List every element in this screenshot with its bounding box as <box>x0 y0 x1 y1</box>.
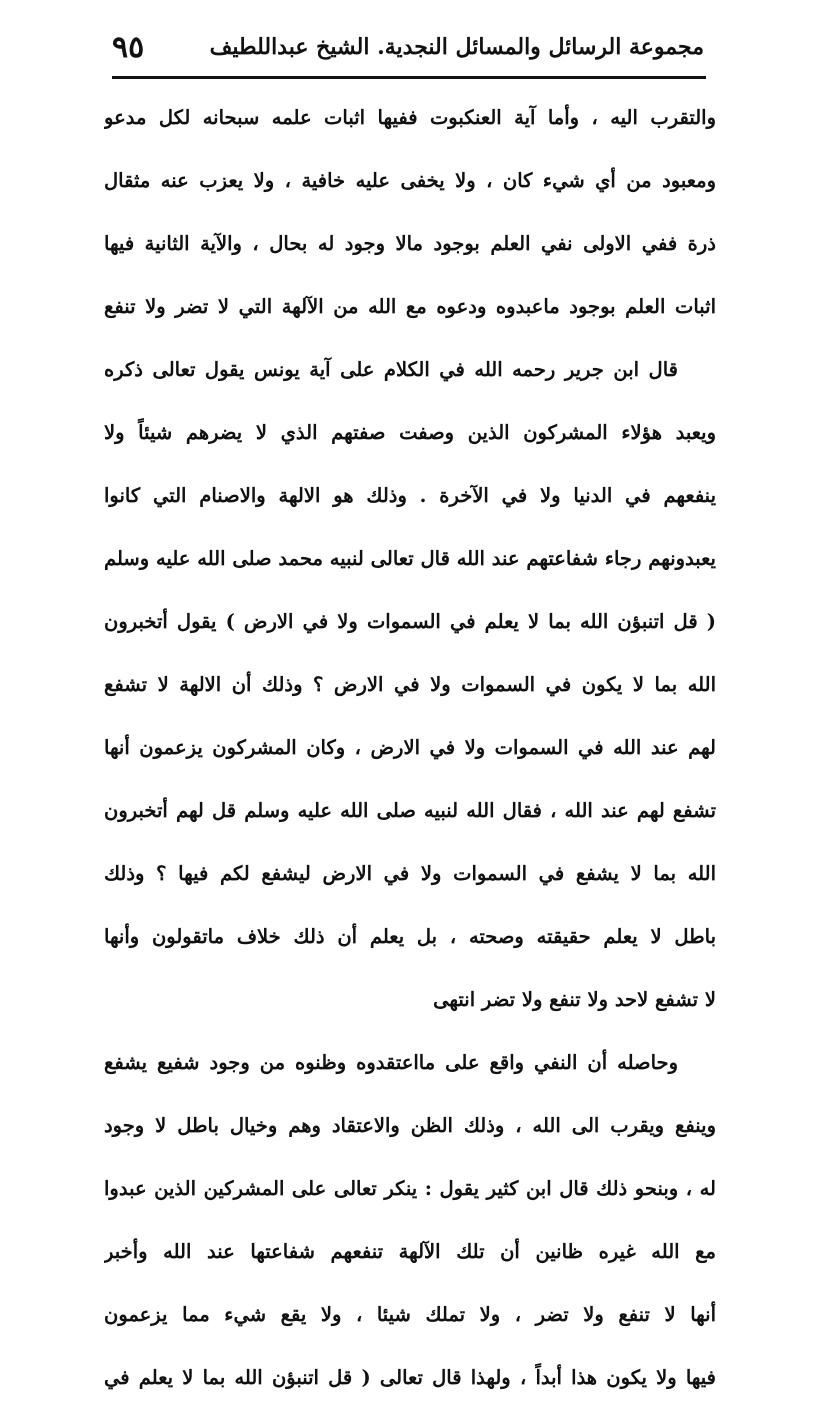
text-line: فيها ولا يكون هذا أبداً ، ولهذا قال تعالى ( قل اتنبؤن الله بما لا يعلم في <box>104 1366 716 1389</box>
text-line: اثبات العلم بوجود ماعبدوه ودعوه مع الله من الآلهة التي لا تضر ولا تنفع <box>104 295 716 318</box>
text-line: له ، وبنحو ذلك قال ابن كثير يقول : ينكر تعالى على المشركين الذين عبدوا <box>104 1177 716 1200</box>
text-line: والتقرب اليه ، وأما آية العنكبوت ففيها اثبات علمه سبحانه لكل مدعو <box>104 106 716 129</box>
running-header <box>112 22 704 72</box>
text-line: ذرة ففي الاولى نفي العلم بوجود مالا وجود له بحال ، والآية الثانية فيها <box>104 232 716 255</box>
text-line: تشفع لهم عند الله ، فقال الله لنبيه صلى الله عليه وسلم قل لهم أتخبرون <box>104 799 716 822</box>
text-line: يعبدونهم رجاء شفاعتهم عند الله قال تعالى لنبيه محمد صلى الله عليه وسلم <box>104 547 716 570</box>
text-line: ويعبد هؤلاء المشركون الذين وصفت صفتهم الذي لا يضرهم شيئاً ولا <box>104 421 716 444</box>
text-line: ( قل اتنبؤن الله بما لا يعلم في السموات ولا في الارض ) يقول أتخبرون <box>104 610 716 633</box>
header-rule <box>112 76 706 79</box>
text-line: ومعبود من أي شيء كان ، ولا يخفى عليه خافية ، ولا يعزب عنه مثقال <box>104 169 716 192</box>
page-number: ٩٥ <box>112 29 145 65</box>
text-line: لهم عند الله في السموات ولا في الارض ، وكان المشركون يزعمون أنها <box>104 736 716 759</box>
text-line: الله بما لا يشفع في السموات ولا في الارض ليشفع لكم فيها ؟ وذلك <box>104 862 716 885</box>
body-text <box>104 86 716 1409</box>
text-line: باطل لا يعلم حقيقته وصحته ، بل يعلم أن ذلك خلاف ماتقولون وأنها <box>104 925 716 948</box>
text-line: وينفع ويقرب الى الله ، وذلك الظن والاعتقاد وهم وخيال باطل لا وجود <box>104 1114 716 1137</box>
text-line: قال ابن جرير رحمه الله في الكلام على آية يونس يقول تعالى ذكره <box>104 358 678 381</box>
text-line: ينفعهم في الدنيا ولا في الآخرة . وذلك هو الالهة والاصنام التي كانوا <box>104 484 716 507</box>
text-line: الله بما لا يكون في السموات ولا في الارض ؟ وذلك أن الالهة لا تشفع <box>104 673 716 696</box>
header-title: مجموعة الرسائل والمسائل النجدية. الشيخ عبداللطيف <box>209 34 704 60</box>
text-line: مع الله غيره ظانين أن تلك الآلهة تنفعهم شفاعتها عند الله وأخبر <box>104 1240 716 1263</box>
text-line: أنها لا تنفع ولا تضر ، ولا تملك شيئا ، ولا يقع شيء مما يزعمون <box>104 1303 716 1326</box>
text-line: وحاصله أن النفي واقع على مااعتقدوه وظنوه من وجود شفيع يشفع <box>104 1051 678 1074</box>
text-line: لا تشفع لاحد ولا تنفع ولا تضر انتهى <box>433 988 716 1011</box>
